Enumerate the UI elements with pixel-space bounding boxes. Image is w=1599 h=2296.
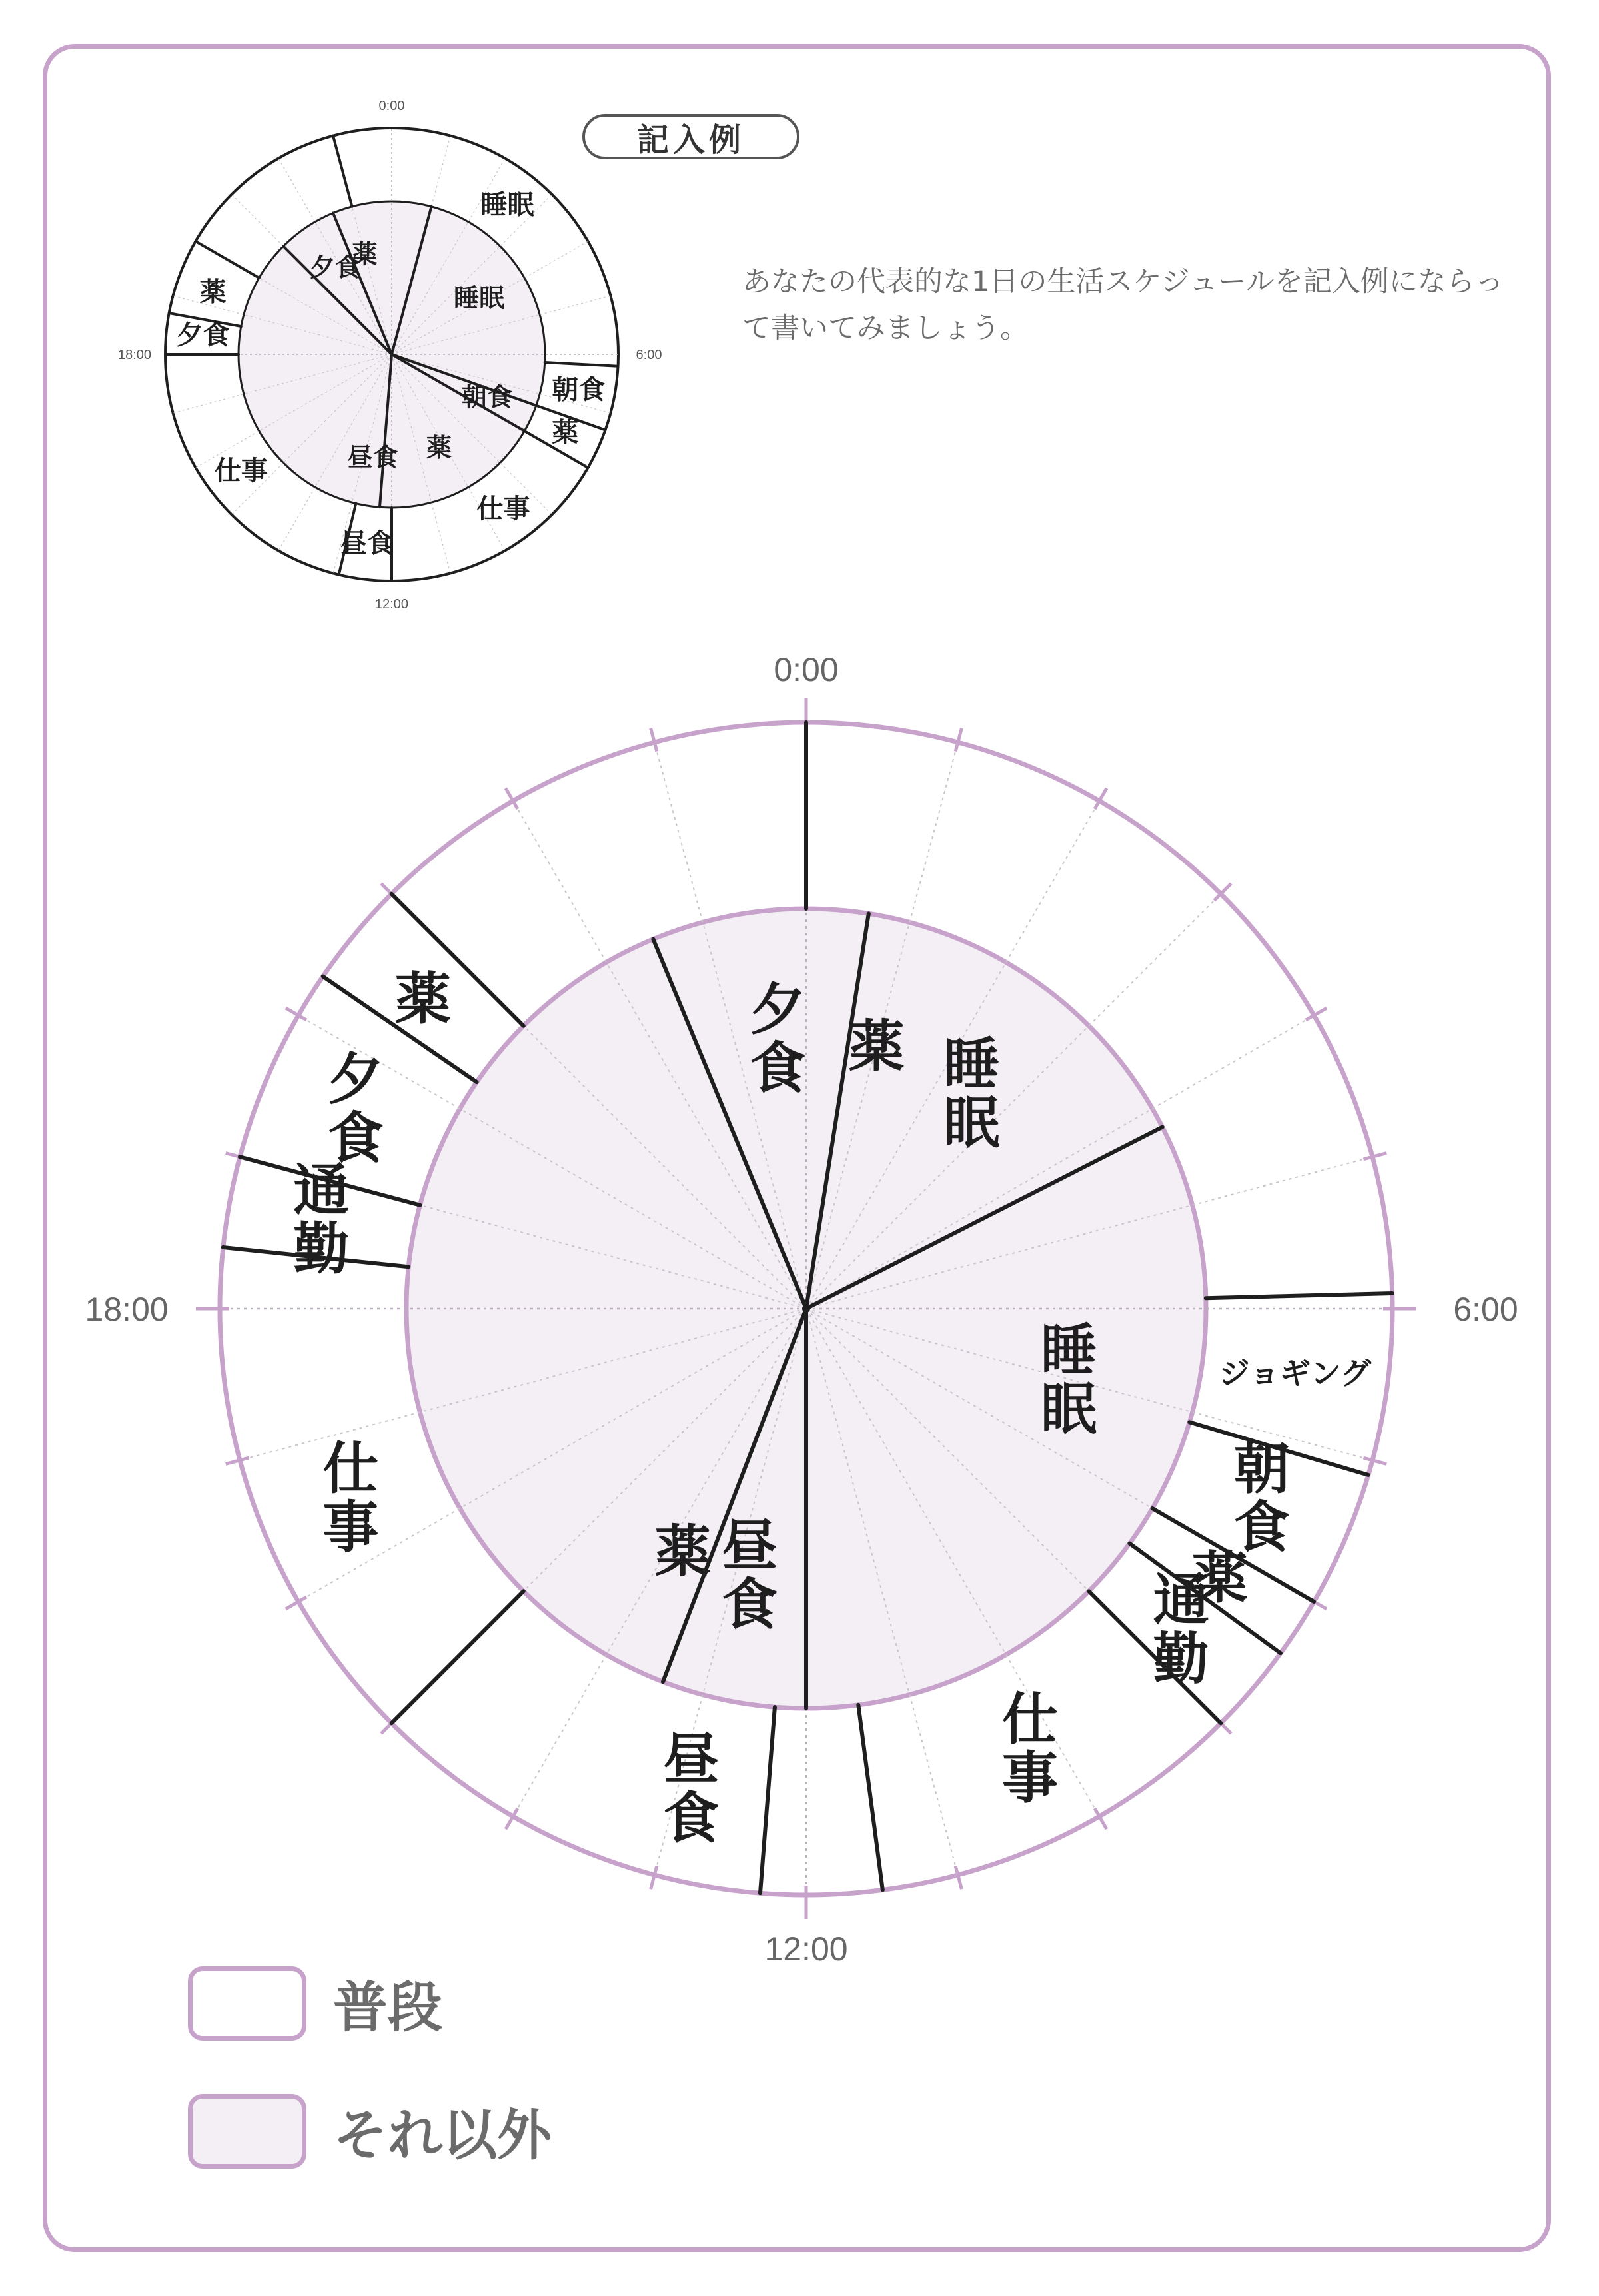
center-hub: [802, 1305, 810, 1313]
inner-segment-label: 睡眠: [454, 283, 505, 313]
time-label-left: 18:00: [117, 348, 152, 363]
outer-segment-label: 朝食: [552, 374, 606, 406]
outer-segment-label: 薬: [552, 417, 579, 448]
inner-segment-label: 食: [722, 1572, 778, 1638]
outer-segment-label: 仕事: [214, 455, 268, 486]
outer-segment-label: 夕: [327, 1047, 384, 1113]
outer-segment-label: 勤: [293, 1216, 350, 1282]
time-label-right: 6:00: [636, 348, 662, 363]
inner-segment-label: 夕食: [309, 253, 360, 283]
legend-swatch-other: [188, 2094, 306, 2169]
example-label: 記入例: [582, 114, 800, 159]
inner-segment-label: 昼: [722, 1513, 778, 1579]
inner-segment-label: 眠: [943, 1090, 1000, 1156]
outer-segment-label: 薬: [199, 277, 227, 308]
outer-segment-label: 仕: [1001, 1686, 1058, 1752]
time-label-bottom: 12:00: [764, 1930, 848, 1968]
time-label-top: 0:00: [774, 651, 839, 688]
inner-segment-label: 睡: [1041, 1317, 1097, 1383]
instruction-text: あなたの代表的な1日の生活スケジュールを記入例にならって書いてみましょう。: [742, 265, 1504, 345]
outer-segment-label: 薬: [394, 966, 451, 1032]
inner-segment-label: 薬: [426, 433, 452, 463]
outer-segment-label: 夕食: [176, 320, 230, 351]
inner-segment-label: 昼食: [347, 442, 398, 472]
legend-label-other: それ以外: [333, 2104, 552, 2167]
outer-segment-label: 昼食: [340, 528, 394, 559]
time-label-bottom: 12:00: [374, 597, 409, 612]
time-label-left: 18:00: [85, 1291, 169, 1328]
legend-label-normal: 普段: [333, 1976, 443, 2039]
outer-segment-label: 事: [1001, 1745, 1058, 1811]
outer-segment-label: 薬: [1191, 1545, 1248, 1611]
legend-swatch-normal: [188, 1966, 306, 2041]
inner-segment-label: 睡: [943, 1031, 1000, 1097]
outer-segment-label: 昼: [663, 1726, 720, 1792]
inner-segment-label: 夕: [750, 977, 806, 1043]
outer-segment-label: 食: [663, 1785, 720, 1851]
center-hub: [390, 352, 394, 356]
inner-segment-label: 薬: [848, 1014, 905, 1080]
inner-segment-label: 眠: [1041, 1376, 1097, 1442]
outer-segment-label: 食: [327, 1105, 384, 1171]
outer-segment-label: 仕事: [476, 493, 530, 524]
outer-segment-label: ジョギング: [1219, 1355, 1371, 1392]
inner-segment-label: 薬: [352, 239, 378, 269]
outer-segment-label: 勤: [1153, 1626, 1209, 1692]
time-label-top: 0:00: [378, 99, 405, 114]
legend-item-other: [188, 2092, 552, 2170]
time-label-right: 6:00: [1453, 1291, 1518, 1328]
outer-segment-label: 事: [322, 1494, 379, 1560]
outer-segment-label: 睡眠: [480, 189, 534, 221]
inner-segment-label: 薬: [654, 1518, 711, 1584]
inner-segment-label: 食: [750, 1035, 806, 1101]
outer-segment-label: 通: [293, 1157, 350, 1223]
outer-segment-label: 食: [1233, 1494, 1290, 1560]
outer-segment-label: 仕: [322, 1436, 379, 1502]
outer-segment-label: 通: [1153, 1567, 1209, 1633]
legend-item-normal: [188, 1964, 442, 2042]
outer-segment-label: 朝: [1233, 1436, 1290, 1502]
inner-segment-label: 朝食: [461, 382, 512, 412]
